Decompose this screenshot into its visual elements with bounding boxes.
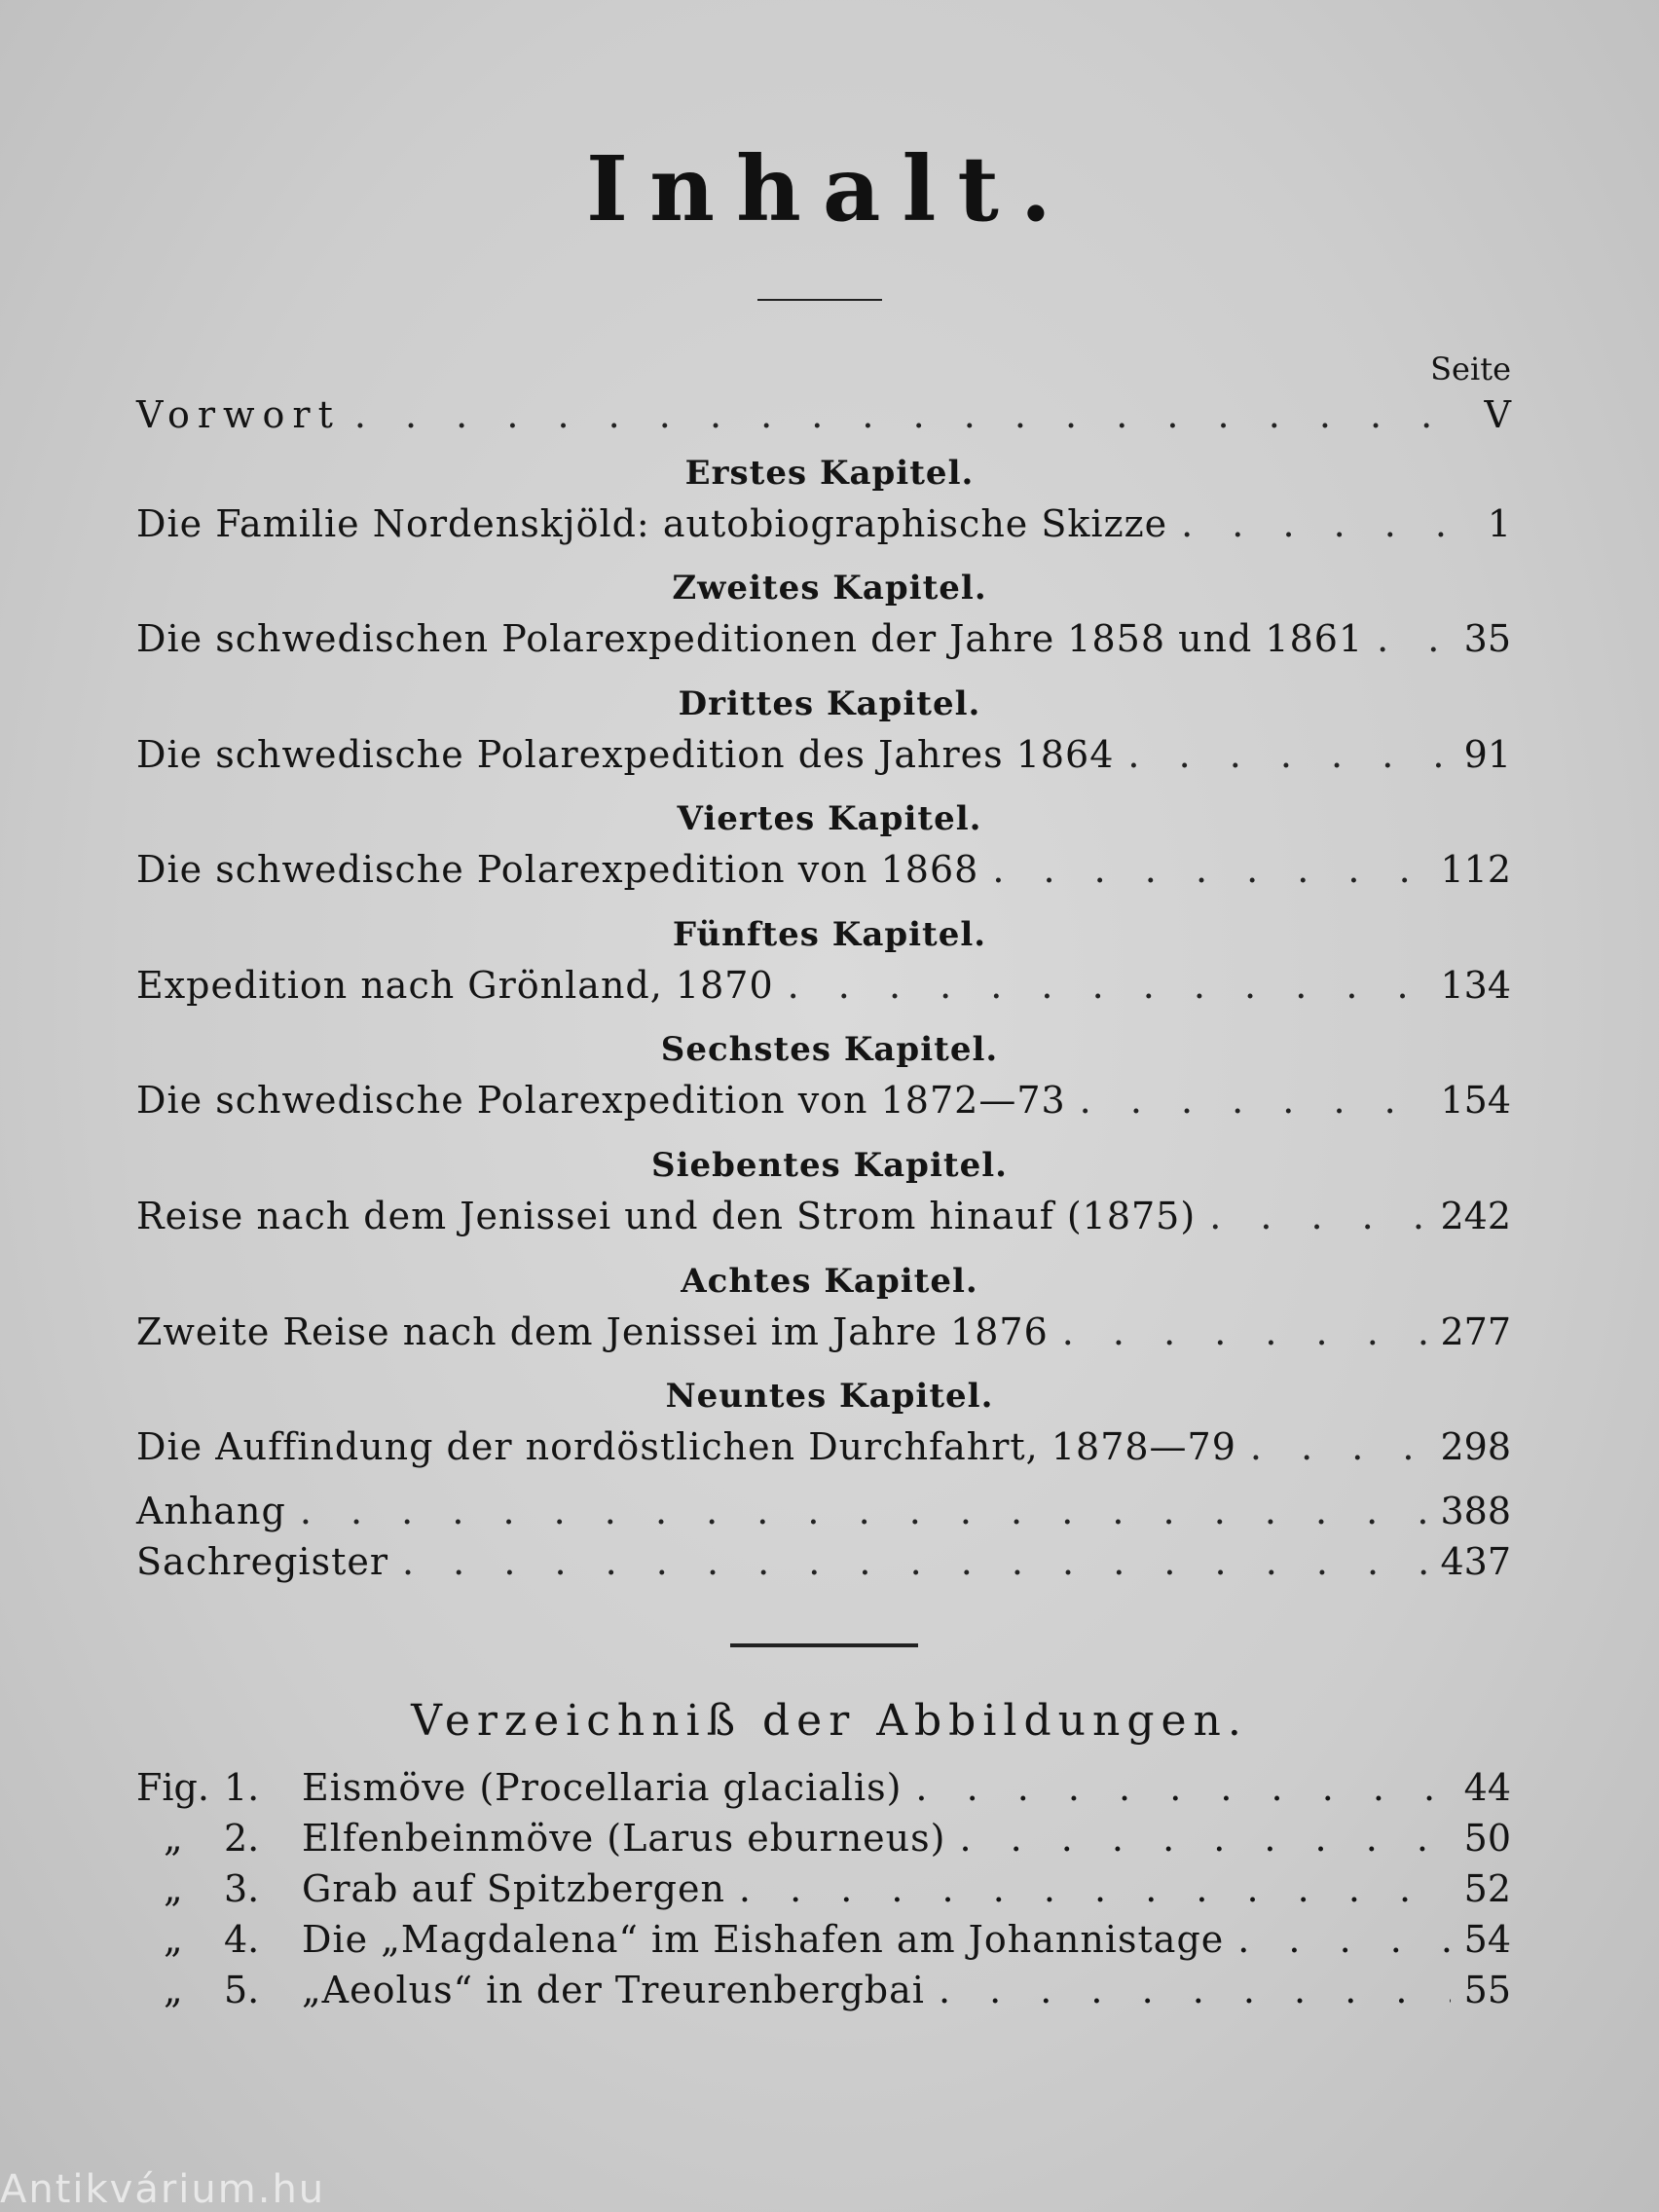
page-column-label: Seite bbox=[1430, 350, 1511, 387]
chapter-heading: Achtes Kapitel. bbox=[681, 1262, 978, 1301]
toc-entry-label: Die schwedischen Polarexpeditionen der Jahre 1858 und 1861 bbox=[136, 617, 1364, 660]
toc-entry-page: 35 bbox=[1463, 617, 1511, 660]
toc-entry bbox=[136, 617, 1511, 668]
toc-entry-page: 154 bbox=[1440, 1079, 1511, 1122]
leader-dots bbox=[959, 1817, 1450, 1860]
toc-entry bbox=[136, 1079, 1511, 1129]
chapter-heading: Drittes Kapitel. bbox=[678, 684, 981, 723]
figure-prefix: „ bbox=[164, 1969, 183, 2011]
chapter-heading: Erstes Kapitel. bbox=[684, 454, 975, 493]
figure-entry bbox=[136, 1766, 1511, 1817]
leader-dots bbox=[1062, 1310, 1427, 1353]
toc-entry bbox=[136, 733, 1511, 784]
chapter-heading: Neuntes Kapitel. bbox=[665, 1377, 994, 1416]
toc-entry-label: Anhang bbox=[136, 1490, 286, 1532]
title-divider bbox=[757, 299, 882, 301]
chapter-heading: Siebentes Kapitel. bbox=[651, 1146, 1008, 1185]
toc-entry-label: Die schwedische Polarexpedition des Jahres 1864 bbox=[136, 733, 1115, 776]
toc-entry-label: Vorwort bbox=[136, 393, 341, 436]
chapter-heading: Zweites Kapitel. bbox=[672, 569, 987, 608]
section-divider bbox=[730, 1643, 918, 1647]
figure-number: 2. bbox=[224, 1817, 260, 1860]
toc-entry-page: 91 bbox=[1463, 733, 1511, 776]
figure-number: 4. bbox=[224, 1918, 260, 1961]
toc-entry-label: Die Auffindung der nordöstlichen Durchfahrt, 1878—79 bbox=[136, 1425, 1236, 1468]
figure-page: 50 bbox=[1463, 1817, 1511, 1860]
leader-dots bbox=[939, 1969, 1451, 2011]
figure-entry bbox=[136, 1918, 1511, 1969]
toc-entry-label: Expedition nach Grönland, 1870 bbox=[136, 964, 774, 1007]
figure-label: Grab auf Spitzbergen bbox=[302, 1867, 725, 1910]
toc-entry-page: 388 bbox=[1440, 1490, 1511, 1532]
toc-entry-page: 242 bbox=[1440, 1195, 1511, 1237]
leader-dots bbox=[1209, 1195, 1426, 1237]
figure-number: 5. bbox=[224, 1969, 260, 2011]
figure-number: 1. bbox=[224, 1766, 260, 1809]
figure-prefix: „ bbox=[164, 1867, 183, 1910]
leader-dots bbox=[739, 1867, 1451, 1910]
toc-entry-label: Zweite Reise nach dem Jenissei im Jahre 1876 bbox=[136, 1310, 1049, 1353]
page-title: Inhalt. bbox=[586, 136, 1073, 241]
toc-entry-label: Sachregister bbox=[136, 1540, 388, 1583]
figure-label: „Aeolus“ in der Treurenbergbai bbox=[302, 1969, 925, 2011]
leader-dots bbox=[1080, 1079, 1427, 1122]
chapter-heading: Viertes Kapitel. bbox=[677, 799, 982, 838]
leader-dots bbox=[354, 393, 1471, 436]
toc-entry-label: Reise nach dem Jenissei und den Strom hinauf (1875) bbox=[136, 1195, 1197, 1237]
leader-dots bbox=[300, 1490, 1427, 1532]
chapter-heading: Sechstes Kapitel. bbox=[660, 1030, 999, 1069]
toc-entry-anhang bbox=[136, 1490, 1511, 1540]
figure-entry bbox=[136, 1867, 1511, 1918]
toc-entry-label: Die Familie Nordenskjöld: autobiographische Skizze bbox=[136, 502, 1168, 545]
figure-entry bbox=[136, 1969, 1511, 2019]
toc-entry-label: Die schwedische Polarexpedition von 1868 bbox=[136, 848, 979, 891]
leader-dots bbox=[1237, 1918, 1450, 1961]
chapter-heading: Fünftes Kapitel. bbox=[672, 915, 987, 954]
figure-prefix: Fig. bbox=[136, 1766, 209, 1809]
toc-entry-page: 134 bbox=[1440, 964, 1511, 1007]
toc-entry bbox=[136, 1310, 1511, 1361]
toc-entry bbox=[136, 1425, 1511, 1476]
leader-dots bbox=[1250, 1425, 1427, 1468]
leader-dots bbox=[788, 964, 1427, 1007]
figure-page: 44 bbox=[1463, 1766, 1511, 1809]
toc-entry-sachregister bbox=[136, 1540, 1511, 1591]
figure-label: Die „Magdalena“ im Eishafen am Johannistage bbox=[302, 1918, 1225, 1961]
leader-dots bbox=[1181, 502, 1474, 545]
figure-page: 54 bbox=[1463, 1918, 1511, 1961]
toc-entry bbox=[136, 1195, 1511, 1245]
leader-dots bbox=[402, 1540, 1426, 1583]
toc-entry-page: 277 bbox=[1440, 1310, 1511, 1353]
toc-entry-page: 1 bbox=[1487, 502, 1511, 545]
leader-dots bbox=[1127, 733, 1450, 776]
figure-page: 52 bbox=[1463, 1867, 1511, 1910]
toc-entry-page: V bbox=[1484, 393, 1511, 436]
toc-entry-vorwort bbox=[136, 393, 1511, 444]
figure-prefix: „ bbox=[164, 1918, 183, 1961]
figure-number: 3. bbox=[224, 1867, 260, 1910]
toc-entry bbox=[136, 964, 1511, 1014]
toc-entry-page: 298 bbox=[1440, 1425, 1511, 1468]
figure-page: 55 bbox=[1463, 1969, 1511, 2011]
figures-title: Verzeichniß der Abbildungen. bbox=[411, 1696, 1248, 1746]
leader-dots bbox=[992, 848, 1426, 891]
toc-entry-page: 437 bbox=[1440, 1540, 1511, 1583]
watermark: Antikvárium.hu bbox=[0, 2167, 326, 2212]
figure-label: Eismöve (Procellaria glacialis) bbox=[302, 1766, 903, 1809]
figure-entry bbox=[136, 1817, 1511, 1867]
toc-entry bbox=[136, 848, 1511, 899]
figure-label: Elfenbeinmöve (Larus eburneus) bbox=[302, 1817, 946, 1860]
figure-prefix: „ bbox=[164, 1817, 183, 1860]
leader-dots bbox=[1377, 617, 1451, 660]
toc-entry-label: Die schwedische Polarexpedition von 1872—73 bbox=[136, 1079, 1066, 1122]
leader-dots bbox=[915, 1766, 1450, 1809]
toc-entry bbox=[136, 502, 1511, 553]
toc-entry-page: 112 bbox=[1440, 848, 1511, 891]
